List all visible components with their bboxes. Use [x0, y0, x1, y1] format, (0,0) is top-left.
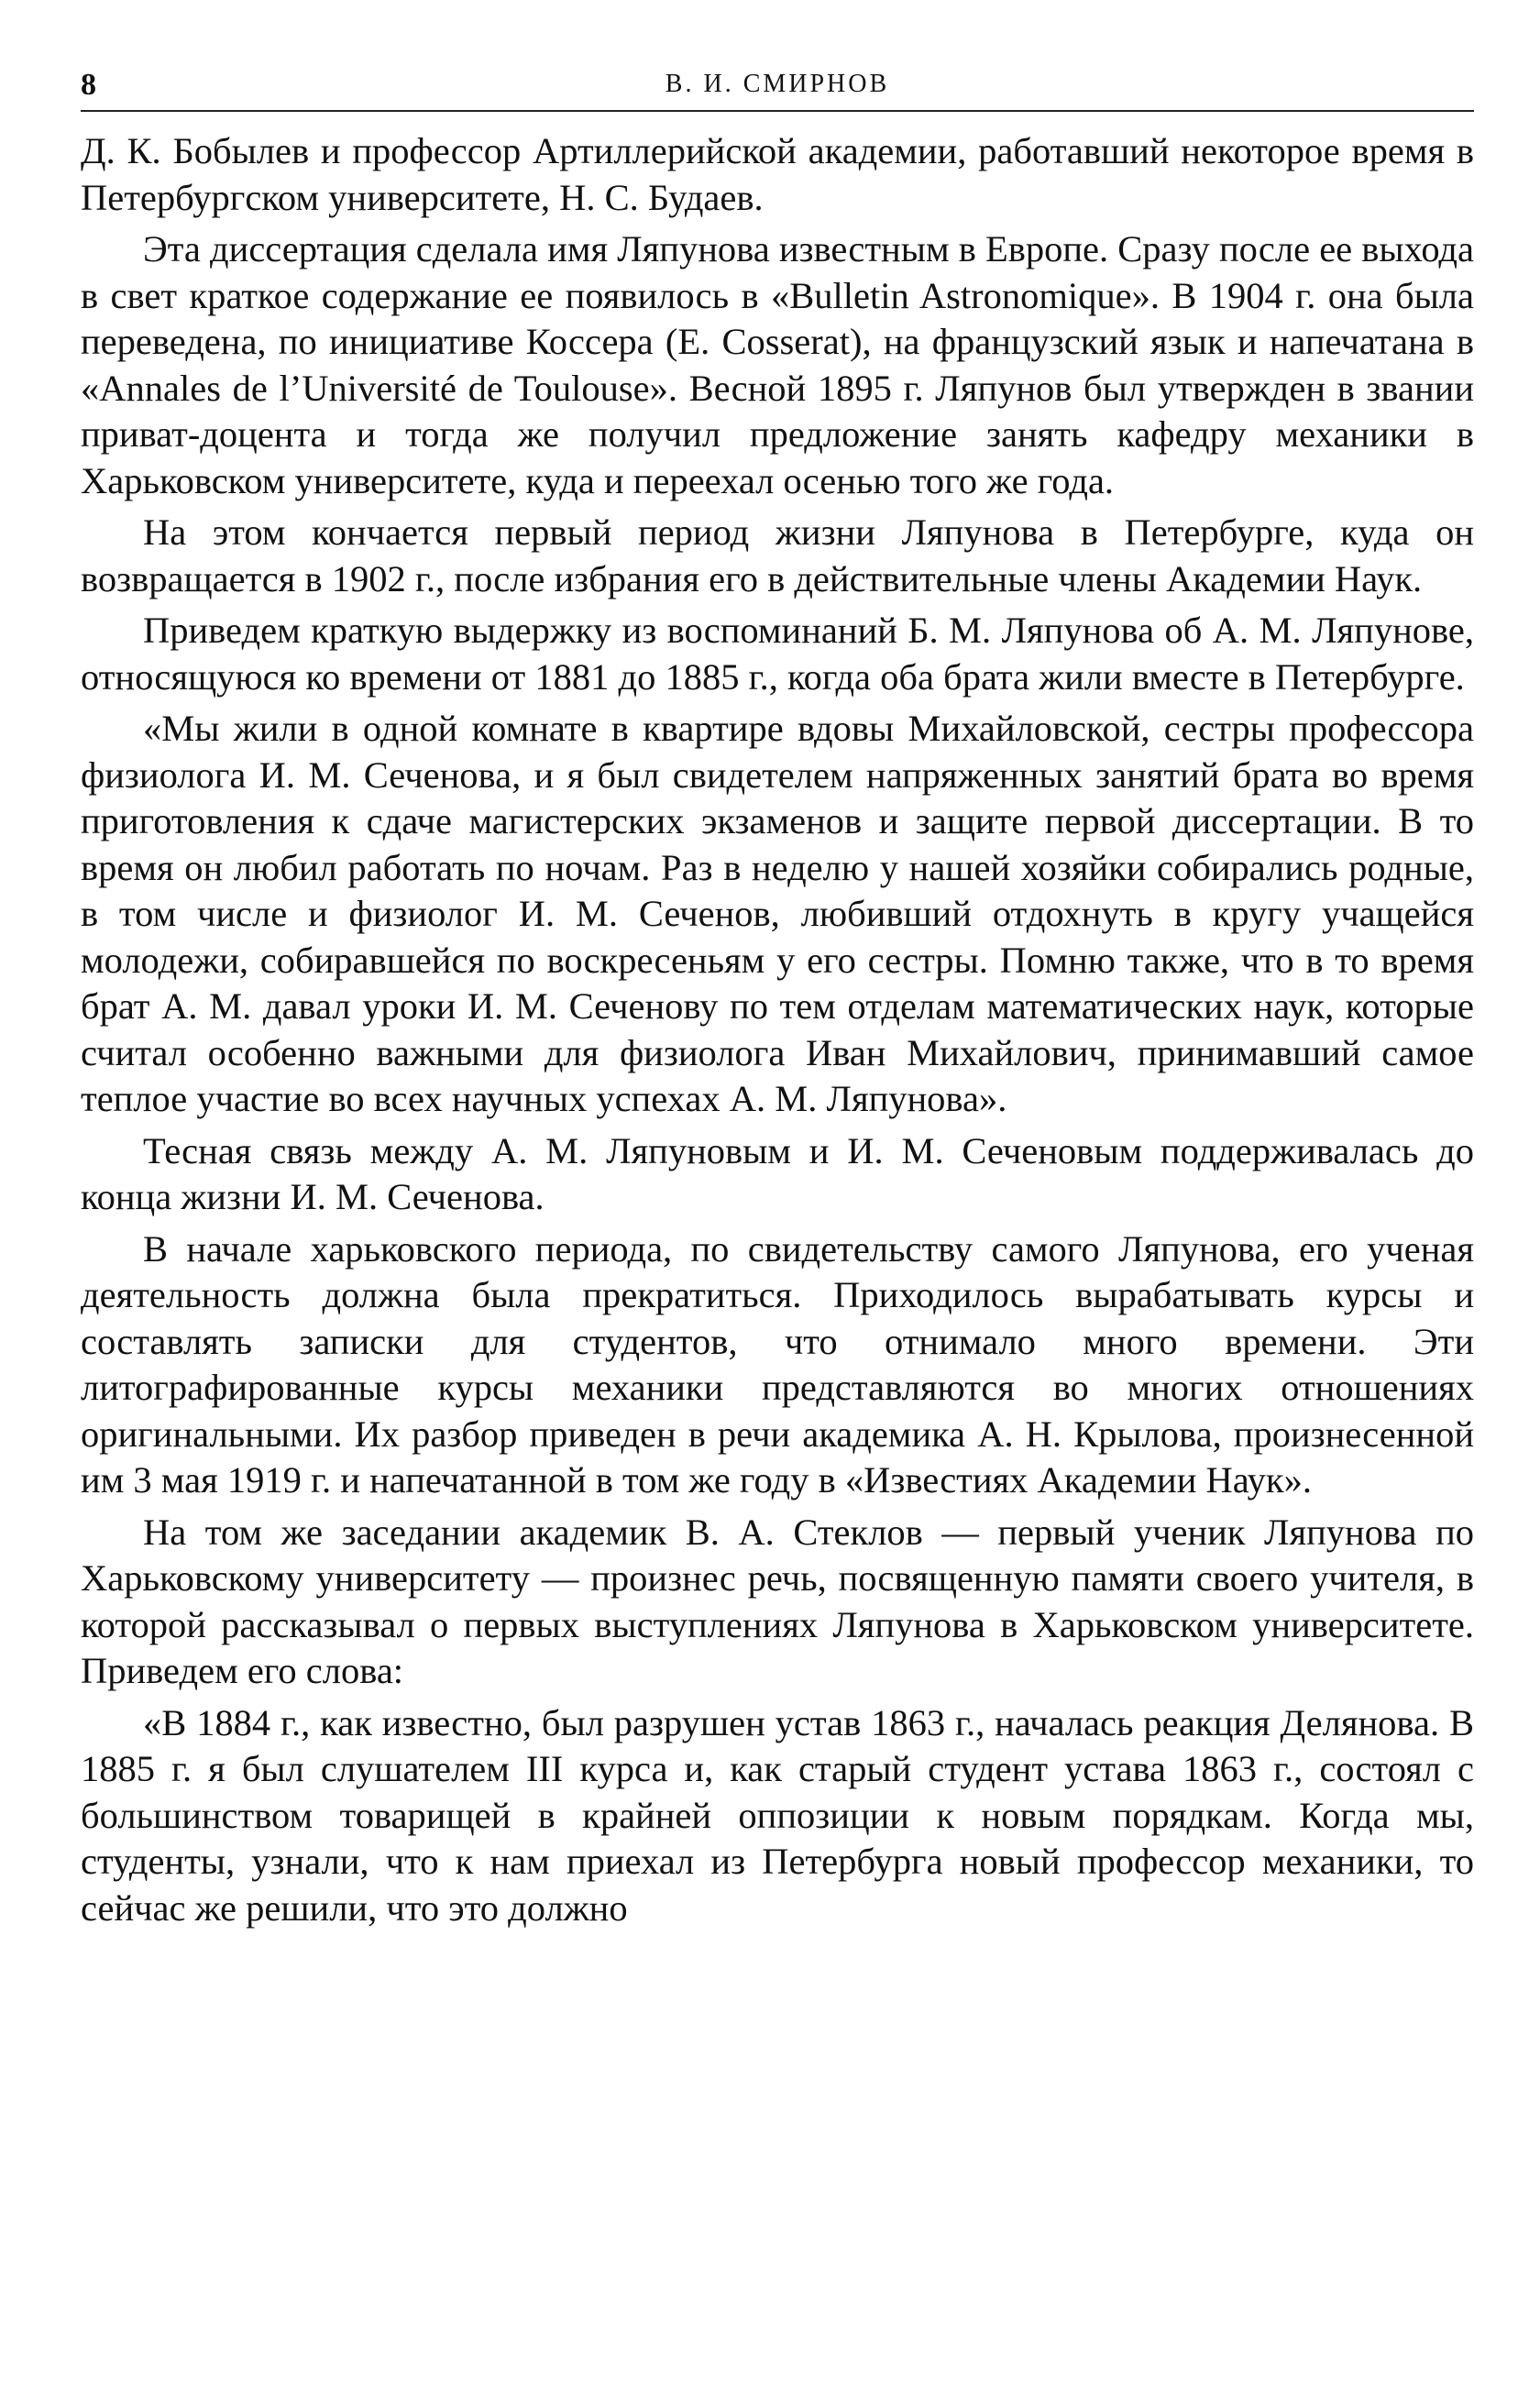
paragraph-kharkov-period: В начале харьковского периода, по свидетельству самого Ляпунова, его ученая деятельность должна была прекратиться. Приходилось вырабатывать курсы и составлять записки для студентов, что отнимало много времени. Эти литографированные курсы механики представляются во многих отношениях оригинальными. Их разбор приведен в речи академика А. Н. Крылова, произнесенной им 3 мая 1919 г. и напечатанной в том же году в «Известиях Академии Наук». [81, 1227, 1474, 1501]
paragraph-continuation: Д. К. Бобылев и профессор Артиллерийской академии, работавший некоторое время в Петербургском университете, Н. С. Будаев. [81, 130, 1474, 218]
page-number: 8 [81, 68, 96, 102]
paragraph-dissertation-fame: Эта диссертация сделала имя Ляпунова известным в Европе. Сразу после ее выхода в свет краткое содержание ее появилось в «Bulletin Astronomique». В 1904 г. она была переведена, по инициативе Коссера (E. Cosserat), на французский язык и напечатана в «Annales de l’Université de Toulouse». Весной 1895 г. Ляпунов был утвержден в звании приват-доцента и тогда же получил предложение занять кафедру механики в Харьковском университете, куда и переехал осенью того же года. [81, 228, 1474, 501]
running-title: В. И. СМИРНОВ [665, 70, 890, 98]
paragraph-steklov-quote: «В 1884 г., как известно, был разрушен устав 1863 г., началась реакция Делянова. В 1885 г. я был слушателем III курса и, как старый студент устава 1863 г., состоял с большинством товарищей в крайней оппозиции к новым порядкам. Когда мы, студенты, узнали, что к нам приехал из Петербурга новый профессор механики, то сейчас же решили, что это должно [81, 1701, 1474, 1929]
paragraph-first-period-end: На этом кончается первый период жизни Ляпунова в Петербурге, куда он возвращается в 1902 г., после избрания его в действительные члены Академии Наук. [81, 511, 1474, 599]
paragraph-steklov-speech: На том же заседании академик В. А. Стеклов — первый ученик Ляпунова по Харьковскому университету — произнес речь, посвященную памяти своего учителя, в которой рассказывал о первых выступлениях Ляпунова в Харьковском университете. Приведем его слова: [81, 1511, 1474, 1691]
paragraph-memoir-intro: Приведем краткую выдержку из воспоминаний Б. М. Ляпунова об А. М. Ляпунове, относящуюся ко времени от 1881 до 1885 г., когда оба брата жили вместе в Петербурге. [81, 610, 1474, 698]
body-text [81, 128, 1474, 1931]
paragraph-sechenov-connection: Тесная связь между А. М. Ляпуновым и И. М. Сеченовым поддерживалась до конца жизни И. М. Сеченова. [81, 1129, 1474, 1217]
running-head [81, 55, 1474, 112]
book-page [81, 55, 1474, 1937]
paragraph-memoir-quote: «Мы жили в одной комнате в квартире вдовы Михайловской, сестры профессора физиолога И. М. Сеченова, и я был свидетелем напряженных занятий брата во время приготовления к сдаче магистерских экзаменов и защите первой диссертации. В то время он любил работать по ночам. Раз в неделю у нашей хозяйки собирались родные, в том числе и физиолог И. М. Сеченов, любивший отдохнуть в кругу учащейся молодежи, собиравшейся по воскресеньям у его сестры. Помню также, что в то время брат А. М. давал уроки И. М. Сеченову по тем отделам математических наук, которые считал особенно важными для физиолога Иван Михайлович, принимавший самое теплое участие во всех научных успехах А. М. Ляпунова». [81, 708, 1474, 1119]
